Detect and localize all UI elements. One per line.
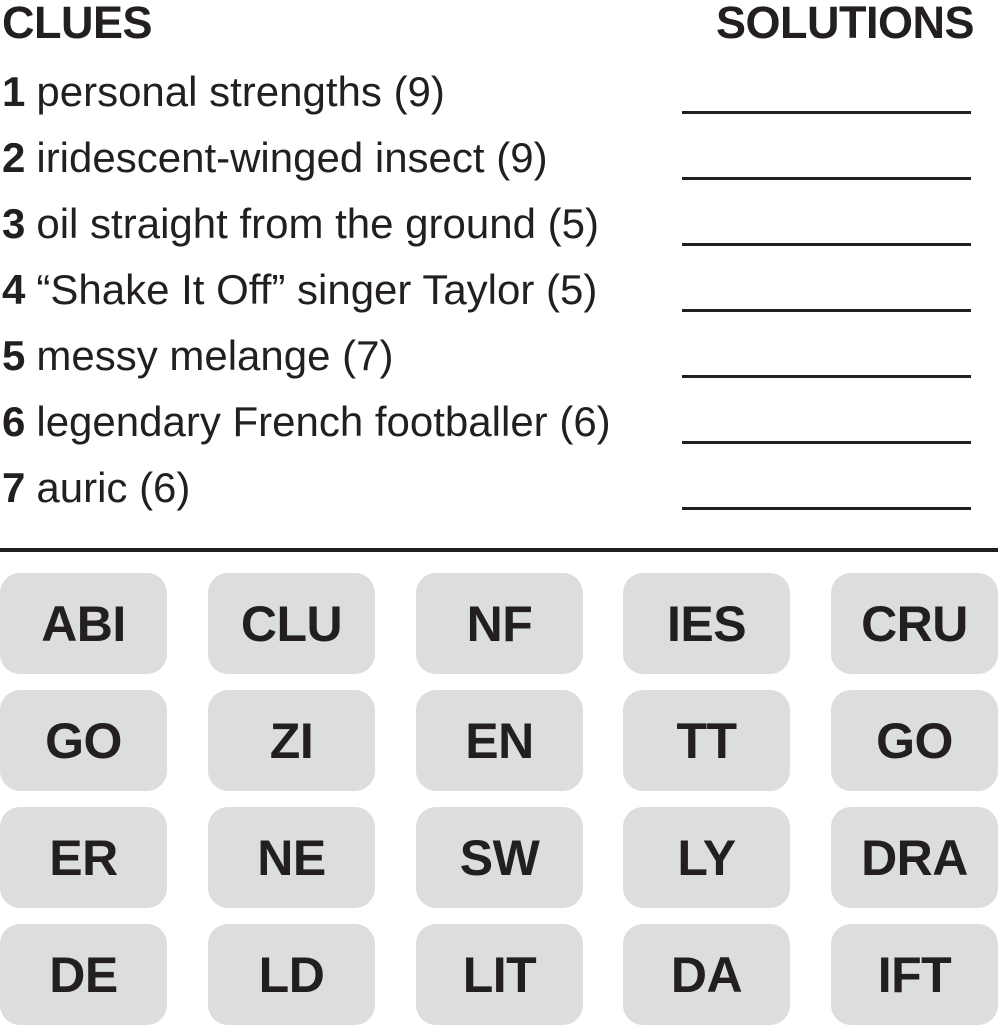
clue-number: 1 — [2, 68, 26, 115]
clue-description: “Shake It Off” singer Taylor (5) — [36, 266, 598, 313]
letter-tile[interactable]: DA — [623, 924, 790, 1025]
clue-description: messy melange (7) — [36, 332, 394, 379]
clue-description: iridescent-winged insect (9) — [36, 134, 548, 181]
clue-number: 3 — [2, 200, 26, 247]
clue-row-7 — [0, 462, 998, 528]
clue-row-5 — [0, 330, 998, 396]
clue-row-4 — [0, 264, 998, 330]
clues-heading: CLUES — [2, 0, 153, 48]
letter-tile[interactable]: DRA — [831, 807, 998, 908]
letter-tile[interactable]: ZI — [208, 690, 375, 791]
letter-tile[interactable]: NE — [208, 807, 375, 908]
letter-tile[interactable]: SW — [416, 807, 583, 908]
letter-tile[interactable]: EN — [416, 690, 583, 791]
solution-blank-3[interactable] — [682, 243, 971, 246]
letter-tile[interactable]: GO — [831, 690, 998, 791]
letter-tile[interactable]: ABI — [0, 573, 167, 674]
solution-blank-7[interactable] — [682, 507, 971, 510]
letter-tile[interactable]: TT — [623, 690, 790, 791]
clue-list — [0, 66, 998, 528]
clue-row-3 — [0, 198, 998, 264]
letter-tile[interactable]: IES — [623, 573, 790, 674]
clue-row-1 — [0, 66, 998, 132]
clue-description: legendary French footballer (6) — [36, 398, 611, 445]
clue-text — [2, 264, 597, 316]
clue-description: oil straight from the ground (5) — [36, 200, 599, 247]
letter-tile[interactable]: LD — [208, 924, 375, 1025]
letter-tile[interactable]: DE — [0, 924, 167, 1025]
section-divider — [0, 548, 998, 552]
solution-blank-5[interactable] — [682, 375, 971, 378]
clue-row-6 — [0, 396, 998, 462]
letter-tile[interactable]: ER — [0, 807, 167, 908]
clue-description: personal strengths (9) — [36, 68, 445, 115]
letter-tile[interactable]: NF — [416, 573, 583, 674]
clue-number: 4 — [2, 266, 26, 313]
letter-tile[interactable]: CLU — [208, 573, 375, 674]
solution-blank-4[interactable] — [682, 309, 971, 312]
solution-blank-6[interactable] — [682, 441, 971, 444]
letter-tile[interactable]: LY — [623, 807, 790, 908]
letter-tile[interactable]: IFT — [831, 924, 998, 1025]
puzzle-header — [0, 0, 998, 50]
letter-tile-grid — [0, 573, 998, 1025]
clue-description: auric (6) — [36, 464, 191, 511]
clue-text — [2, 462, 190, 514]
clue-row-2 — [0, 132, 998, 198]
clue-text — [2, 66, 445, 118]
clue-number: 7 — [2, 464, 26, 511]
clue-text — [2, 198, 599, 250]
clue-text — [2, 132, 548, 184]
clue-number: 6 — [2, 398, 26, 445]
solution-blank-2[interactable] — [682, 177, 971, 180]
clue-text — [2, 330, 393, 382]
letter-tile[interactable]: CRU — [831, 573, 998, 674]
clue-text — [2, 396, 611, 448]
letter-tile[interactable]: LIT — [416, 924, 583, 1025]
clue-number: 2 — [2, 134, 26, 181]
solutions-heading: SOLUTIONS — [715, 0, 974, 48]
clue-number: 5 — [2, 332, 26, 379]
solution-blank-1[interactable] — [682, 111, 971, 114]
letter-tile[interactable]: GO — [0, 690, 167, 791]
